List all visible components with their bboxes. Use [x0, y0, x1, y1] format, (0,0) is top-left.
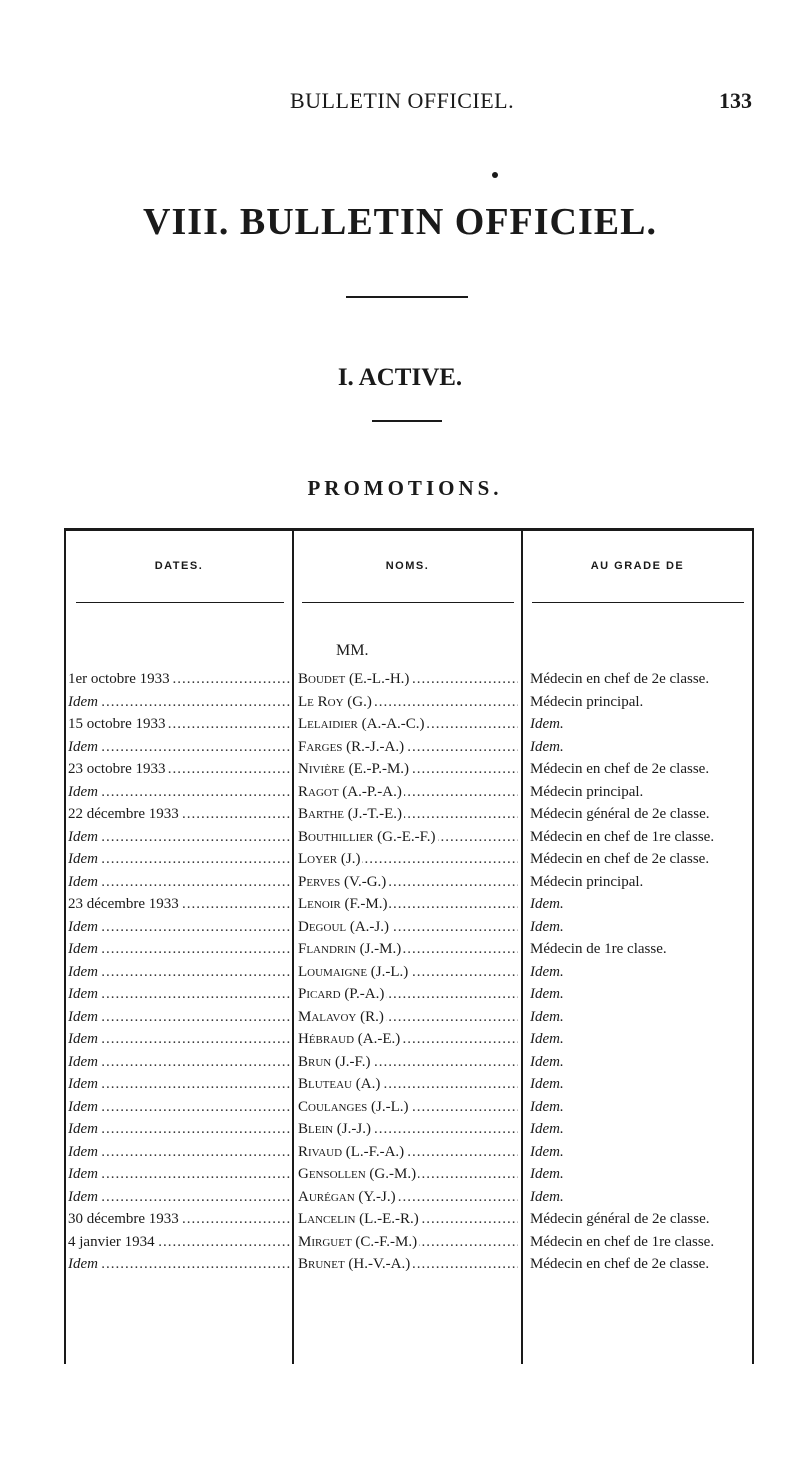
grade-cell — [530, 826, 752, 849]
date-cell — [68, 1231, 290, 1254]
date-cell-text: Idem — [68, 1076, 98, 1092]
name-cell-text: Bouthillier (G.-E.-F.) — [298, 828, 436, 845]
name-cell — [298, 1118, 518, 1141]
name-cell-text: Coulanges (J.-L.) — [298, 1098, 409, 1115]
header-underline — [302, 602, 514, 603]
date-cell — [68, 826, 290, 849]
column-header-noms: NOMS. — [385, 560, 430, 572]
date-cell-text: Idem — [68, 1188, 98, 1205]
grade-cell-text: Médecin de 1re classe. — [530, 941, 667, 957]
name-cell — [298, 691, 518, 714]
name-cell-text: Lelaidier (A.-A.-C.) — [298, 716, 425, 732]
header-underline — [76, 602, 284, 603]
date-cell-text: Idem — [68, 1166, 98, 1182]
table-row — [0, 961, 800, 984]
name-cell-text: Rivaud (L.-F.-A.) — [298, 1143, 405, 1160]
grade-cell-text: Idem. — [530, 918, 564, 935]
name-cell-text: Brunet (H.-V.-A.) — [298, 1256, 411, 1272]
name-cell — [298, 938, 518, 961]
grade-cell — [530, 1163, 752, 1186]
date-cell-text: Idem — [68, 783, 98, 800]
name-cell — [298, 1096, 518, 1119]
name-cell — [298, 893, 518, 916]
table-row — [0, 1118, 800, 1141]
date-cell-text: Idem — [68, 1053, 98, 1070]
name-cell — [298, 916, 518, 939]
name-cell-text: Flandrin (J.-M.) — [298, 941, 402, 957]
date-cell — [68, 961, 290, 984]
grade-cell — [530, 691, 752, 714]
table-row — [0, 1186, 800, 1209]
table-row — [0, 1253, 800, 1276]
grade-cell-text: Médecin en chef de 1re classe. — [530, 1233, 715, 1250]
name-cell-text: Loyer (J.) — [298, 851, 361, 867]
grade-cell-text: Médecin général de 2e classe. — [530, 1211, 710, 1227]
date-cell — [68, 983, 290, 1006]
name-cell — [298, 781, 518, 804]
grade-cell — [530, 1118, 752, 1141]
grade-cell-text: Idem. — [530, 1031, 564, 1047]
name-cell — [298, 983, 518, 1006]
grade-cell — [530, 961, 752, 984]
name-cell — [298, 1006, 518, 1029]
name-cell — [298, 803, 518, 826]
names-prefix: MM. — [336, 642, 369, 659]
date-cell — [68, 691, 290, 714]
table-row — [0, 1073, 800, 1096]
date-cell-text: Idem — [68, 1098, 98, 1115]
table-row — [0, 983, 800, 1006]
date-cell-text: 1er octobre 1933 — [68, 671, 170, 687]
date-cell-text: Idem — [68, 828, 98, 845]
table-row — [0, 668, 800, 691]
date-cell-text: 30 décembre 1933 — [68, 1211, 179, 1227]
name-cell-text: Perves (V.-G.) — [298, 873, 387, 890]
name-cell-text: Hébraud (A.-E.) — [298, 1031, 401, 1047]
date-cell-text: Idem — [68, 986, 98, 1002]
grade-cell-text: Médecin en chef de 2e classe. — [530, 851, 710, 867]
header-underline — [532, 602, 744, 603]
grade-cell-text: Idem. — [530, 1166, 564, 1182]
grade-cell-text: Médecin général de 2e classe. — [530, 806, 710, 822]
name-cell-text: Brun (J.-F.) — [298, 1053, 371, 1070]
date-cell-text: 23 octobre 1933 — [68, 761, 166, 777]
date-cell — [68, 1163, 290, 1186]
name-cell — [298, 1186, 518, 1209]
table-row — [0, 758, 800, 781]
page-number: 133 — [719, 88, 752, 113]
table-row — [0, 1051, 800, 1074]
table-row — [0, 871, 800, 894]
grade-cell-text: Idem. — [530, 1143, 564, 1160]
date-cell — [68, 736, 290, 759]
grade-cell-text: Idem. — [530, 1121, 564, 1137]
date-cell — [68, 1141, 290, 1164]
grade-cell-text: Idem. — [530, 986, 564, 1002]
name-cell-text: Le Roy (G.) — [298, 693, 372, 710]
grade-cell-text: Médecin en chef de 2e classe. — [530, 671, 710, 687]
name-cell — [298, 1051, 518, 1074]
name-cell-text: Lancelin (L.-E.-R.) — [298, 1211, 419, 1227]
date-cell-text: Idem — [68, 963, 98, 980]
table-row — [0, 736, 800, 759]
grade-cell — [530, 1141, 752, 1164]
date-cell-text: 4 janvier 1934 — [68, 1233, 155, 1250]
name-cell — [298, 1073, 518, 1096]
name-cell — [298, 1141, 518, 1164]
name-cell-text: Lenoir (F.-M.) — [298, 896, 388, 912]
table-row — [0, 1141, 800, 1164]
date-cell — [68, 938, 290, 961]
name-cell — [298, 736, 518, 759]
date-cell — [68, 1208, 290, 1231]
grade-cell-text: Idem. — [530, 1076, 564, 1092]
grade-cell-text: Idem. — [530, 1188, 564, 1205]
grade-cell — [530, 1231, 752, 1254]
name-cell — [298, 1028, 518, 1051]
name-cell — [298, 1163, 518, 1186]
table-row — [0, 691, 800, 714]
date-cell — [68, 713, 290, 736]
name-cell-text: Bluteau (A.) — [298, 1076, 381, 1092]
name-cell — [298, 848, 518, 871]
name-cell — [298, 668, 518, 691]
date-cell-text: Idem — [68, 693, 98, 710]
date-cell-text: Idem — [68, 1031, 98, 1047]
name-cell-text: Degoul (A.-J.) — [298, 918, 390, 935]
name-cell-text: Ragot (A.-P.-A.) — [298, 783, 402, 800]
grade-cell-text: Médecin en chef de 2e classe. — [530, 761, 710, 777]
grade-cell — [530, 758, 752, 781]
table-row — [0, 1231, 800, 1254]
date-cell-text: Idem — [68, 918, 98, 935]
date-cell — [68, 1253, 290, 1276]
name-cell-text: Aurégan (Y.-J.) — [298, 1188, 396, 1205]
date-cell-text: 22 décembre 1933 — [68, 806, 179, 822]
grade-cell — [530, 1073, 752, 1096]
date-cell-text: Idem — [68, 851, 98, 867]
grade-cell — [530, 893, 752, 916]
date-cell — [68, 758, 290, 781]
grade-cell-text: Idem. — [530, 1053, 564, 1070]
grade-cell — [530, 1028, 752, 1051]
grade-cell — [530, 1186, 752, 1209]
subsection-title: I. ACTIVE. — [337, 364, 463, 391]
name-cell-text: Barthe (J.-T.-E.) — [298, 806, 403, 822]
table-row — [0, 1096, 800, 1119]
table-row — [0, 848, 800, 871]
grade-cell-text: Médecin principal. — [530, 693, 644, 710]
name-cell-text: Loumaigne (J.-L.) — [298, 963, 409, 980]
table-row — [0, 713, 800, 736]
table-row — [0, 938, 800, 961]
table-row — [0, 916, 800, 939]
grade-cell-text: Médecin principal. — [530, 783, 644, 800]
name-cell-text: Farges (R.-J.-A.) — [298, 738, 405, 755]
date-cell — [68, 1186, 290, 1209]
date-cell — [68, 871, 290, 894]
date-cell — [68, 803, 290, 826]
date-cell-text: Idem — [68, 1256, 98, 1272]
date-cell — [68, 1006, 290, 1029]
grade-cell-text: Médecin en chef de 1re classe. — [530, 828, 715, 845]
name-cell — [298, 758, 518, 781]
grade-cell — [530, 1051, 752, 1074]
date-cell — [68, 1051, 290, 1074]
running-title: BULLETIN OFFICIEL. — [290, 88, 515, 113]
grade-cell — [530, 916, 752, 939]
name-cell — [298, 871, 518, 894]
grade-cell-text: Idem. — [530, 738, 564, 755]
grade-cell-text: Idem. — [530, 1008, 564, 1025]
grade-cell — [530, 1208, 752, 1231]
table-row — [0, 1163, 800, 1186]
date-cell — [68, 916, 290, 939]
grade-cell-text: Idem. — [530, 896, 564, 912]
name-cell — [298, 1208, 518, 1231]
table-row — [0, 826, 800, 849]
date-cell-text: Idem — [68, 1008, 98, 1025]
date-cell — [68, 893, 290, 916]
grade-cell — [530, 1096, 752, 1119]
grade-cell — [530, 983, 752, 1006]
name-cell-text: Malavoy (R.) — [298, 1008, 384, 1025]
column-header-grade: AU GRADE DE — [590, 560, 685, 572]
subsection-divider — [372, 420, 442, 422]
date-cell-text: Idem — [68, 1143, 98, 1160]
grade-cell — [530, 668, 752, 691]
title-divider — [346, 296, 468, 298]
name-cell — [298, 826, 518, 849]
table-row — [0, 893, 800, 916]
name-cell — [298, 961, 518, 984]
grade-cell — [530, 1253, 752, 1276]
column-header-dates: DATES. — [154, 560, 204, 572]
date-cell — [68, 1073, 290, 1096]
date-cell-text: 15 octobre 1933 — [68, 716, 166, 732]
date-cell-text: Idem — [68, 941, 98, 957]
name-cell-text: Blein (J.-J.) — [298, 1121, 371, 1137]
table-row — [0, 1006, 800, 1029]
name-cell — [298, 1231, 518, 1254]
date-cell — [68, 781, 290, 804]
date-cell — [68, 1028, 290, 1051]
grade-cell — [530, 1006, 752, 1029]
name-cell-text: Gensollen (G.-M.) — [298, 1166, 417, 1182]
promotions-heading: PROMOTIONS. — [307, 476, 503, 500]
grade-cell — [530, 781, 752, 804]
date-cell — [68, 1096, 290, 1119]
name-cell-text: Boudet (E.-L.-H.) — [298, 671, 410, 687]
date-cell — [68, 848, 290, 871]
grade-cell-text: Médecin en chef de 2e classe. — [530, 1256, 710, 1272]
section-title: VIII. BULLETIN OFFICIEL. — [143, 201, 657, 243]
table-row — [0, 1028, 800, 1051]
date-cell — [68, 1118, 290, 1141]
grade-cell-text: Médecin principal. — [530, 873, 644, 890]
print-dot — [492, 172, 498, 178]
name-cell — [298, 1253, 518, 1276]
name-cell-text: Mirguet (C.-F.-M.) — [298, 1233, 418, 1250]
date-cell — [68, 668, 290, 691]
grade-cell-text: Idem. — [530, 963, 564, 980]
name-cell-text: Nivière (E.-P.-M.) — [298, 761, 410, 777]
grade-cell — [530, 736, 752, 759]
grade-cell — [530, 848, 752, 871]
date-cell-text: 23 décembre 1933 — [68, 896, 179, 912]
grade-cell — [530, 713, 752, 736]
grade-cell-text: Idem. — [530, 1098, 564, 1115]
grade-cell — [530, 871, 752, 894]
date-cell-text: Idem — [68, 873, 98, 890]
grade-cell-text: Idem. — [530, 716, 564, 732]
grade-cell — [530, 803, 752, 826]
date-cell-text: Idem — [68, 738, 98, 755]
name-cell-text: Picard (P.-A.) — [298, 986, 385, 1002]
name-cell — [298, 713, 518, 736]
table-body — [0, 668, 800, 1276]
grade-cell — [530, 938, 752, 961]
table-row — [0, 803, 800, 826]
table-row — [0, 1208, 800, 1231]
table-row — [0, 781, 800, 804]
date-cell-text: Idem — [68, 1121, 98, 1137]
